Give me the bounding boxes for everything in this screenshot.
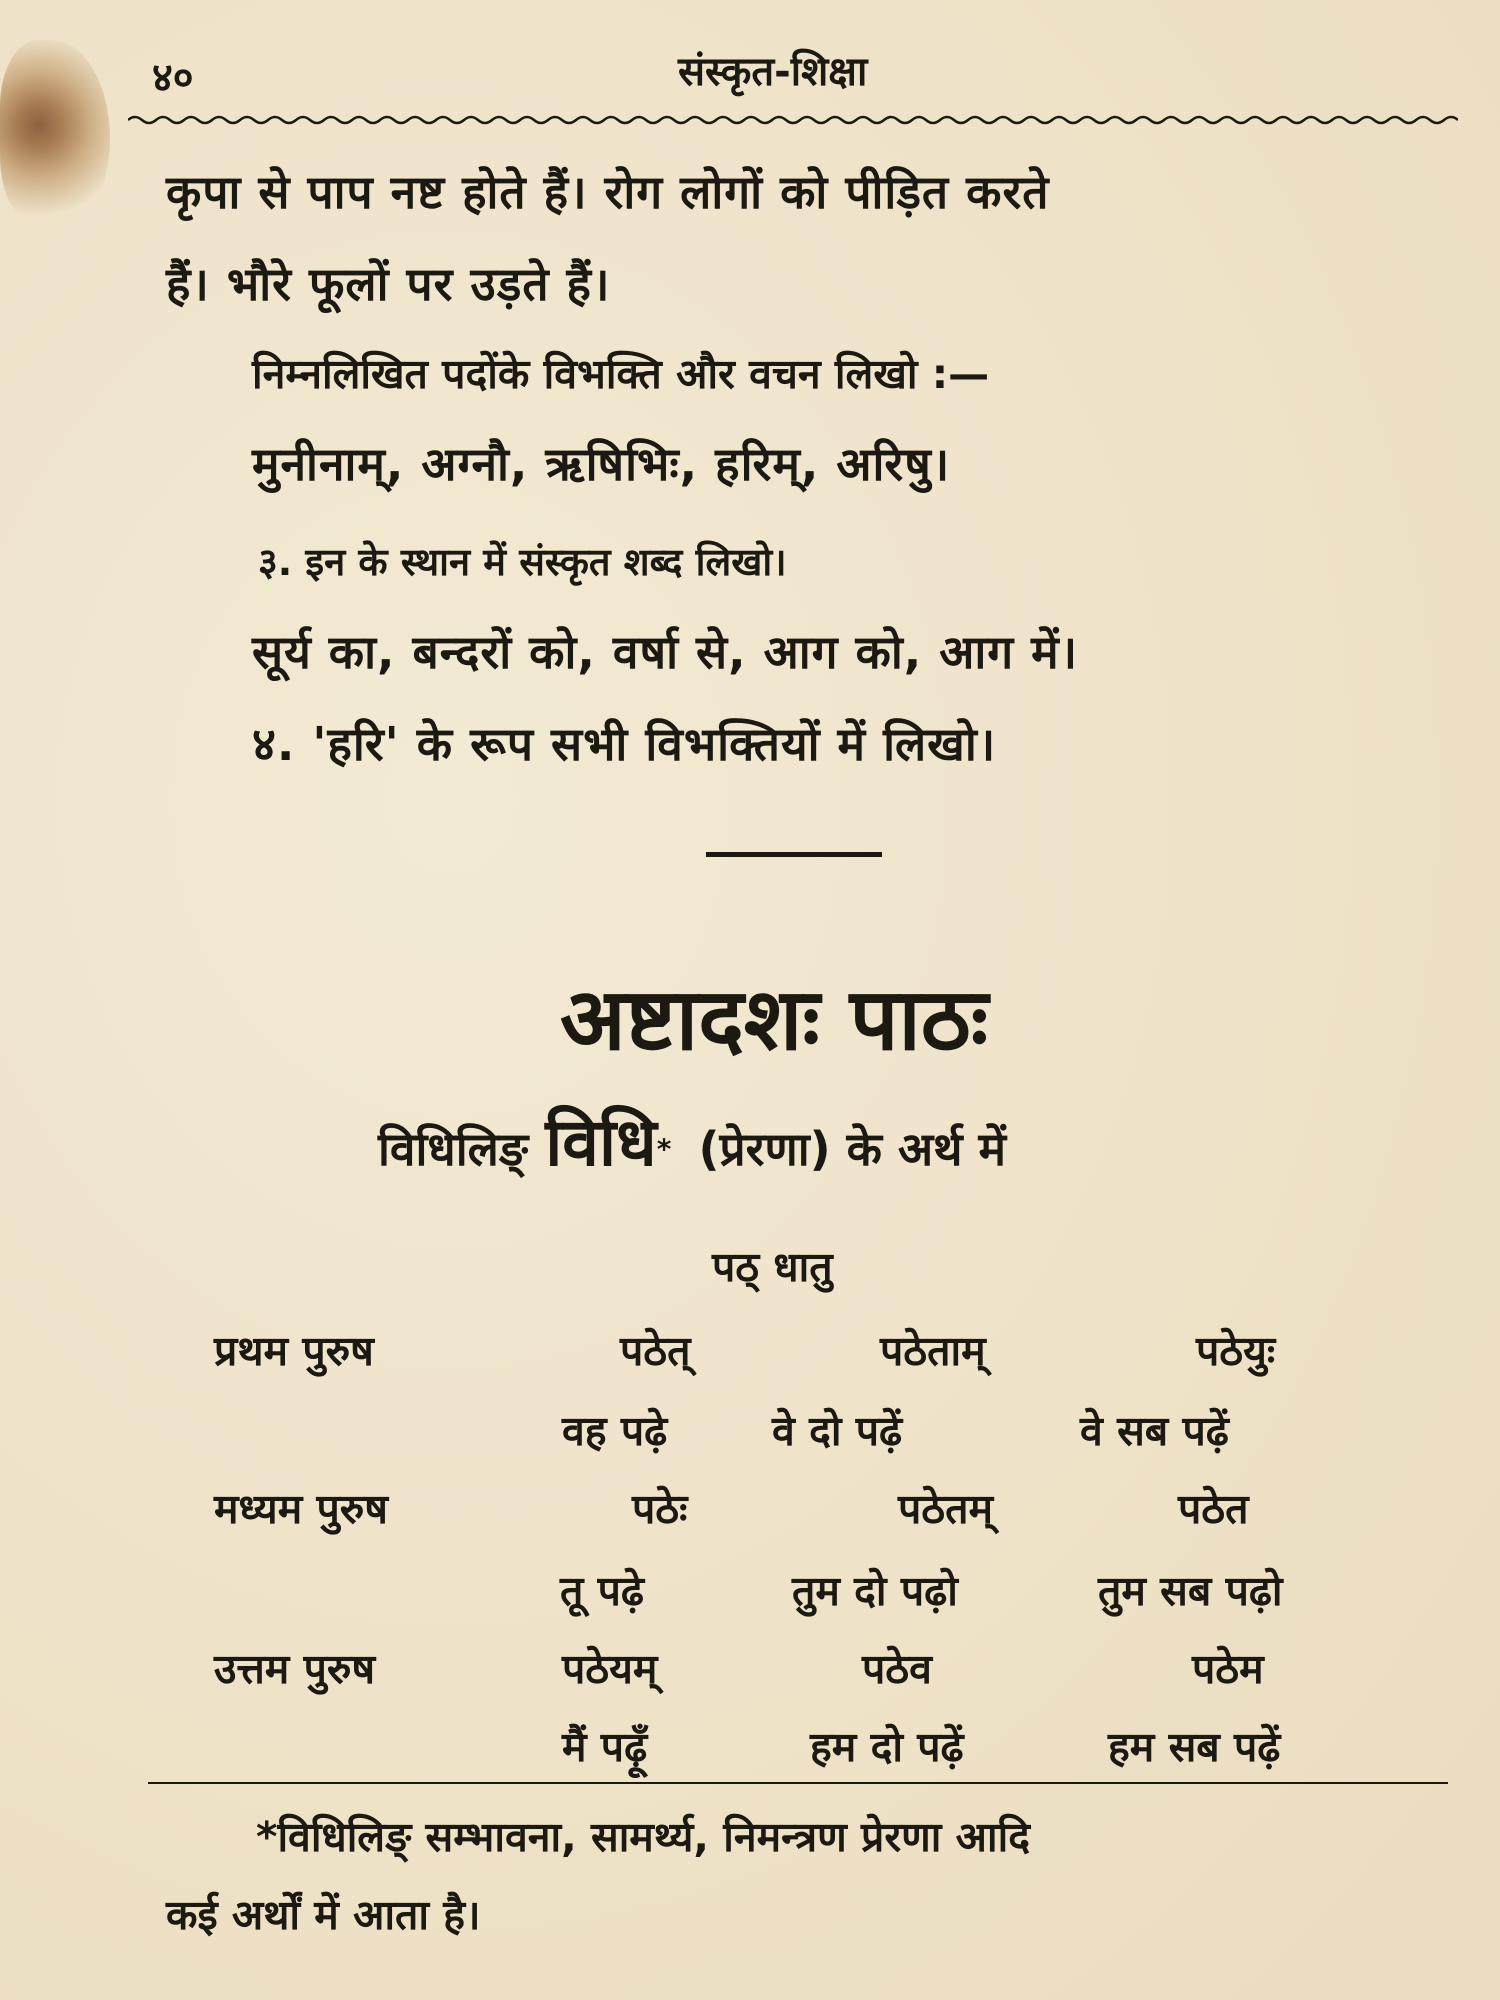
footnote-rule [148, 1782, 1448, 1784]
verb-meaning: मैं पढ़ूँ [562, 1723, 648, 1771]
intro-line-2: हैं। भौरे फूलों पर उड़ते हैं। [166, 257, 611, 311]
subtitle-prefix: विधिलिङ् [378, 1122, 529, 1176]
verb-form: पठेव [862, 1645, 932, 1693]
exercise-3-prompt: ३. इन के स्थान में संस्कृत शब्द लिखो। [258, 540, 787, 584]
verb-meaning: तुम सब पढ़ो [1098, 1567, 1283, 1615]
footnote-line-2: कई अर्थों में आता है। [166, 1891, 481, 1939]
verb-meaning: तू पढ़े [560, 1567, 645, 1615]
verb-meaning: तुम दो पढ़ो [792, 1567, 958, 1615]
lesson-subtitle [378, 1095, 1006, 1185]
exercise-2-prompt: निम्नलिखित पदोंके विभक्ति और वचन लिखो :— [252, 350, 990, 398]
lesson-title: अष्टादशः पाठः [560, 970, 989, 1070]
verb-meaning: हम दो पढ़ें [810, 1723, 964, 1771]
exercise-2-words: मुनीनाम्, अग्नौ, ऋषिभिः, हरिम्, अरिषु। [252, 437, 951, 491]
verb-form: पठेयम् [562, 1645, 658, 1693]
header-wavy-rule [128, 112, 1458, 128]
section-divider [706, 852, 882, 857]
subtitle-suffix: (प्रेरणा) के अर्थ में [698, 1122, 1007, 1176]
person-label: मध्यम पुरुष [214, 1485, 389, 1533]
person-label: प्रथम पुरुष [214, 1327, 374, 1375]
subtitle-big-word: विधि [545, 1104, 657, 1181]
verb-meaning: वे दो पढ़ें [772, 1407, 903, 1455]
footnote-line-1: *विधिलिङ् सम्भावना, सामर्थ्य, निमन्त्रण प्रेरणा आदि [256, 1813, 1030, 1861]
paper-stain [0, 40, 110, 230]
verb-meaning: वह पढ़े [562, 1407, 668, 1455]
verb-form: पठेत [1178, 1485, 1249, 1533]
exercise-3-words: सूर्य का, बन्दरों को, वर्षा से, आग को, आग में। [252, 625, 1079, 679]
verb-form: पठेम [1192, 1645, 1264, 1693]
verb-form: पठेयुः [1196, 1327, 1276, 1375]
verb-meaning: हम सब पढ़ें [1108, 1723, 1281, 1771]
page-number: ४० [152, 55, 194, 101]
exercise-4-prompt: ४. 'हरि' के रूप सभी विभक्तियों में लिखो। [252, 717, 997, 771]
verb-meaning: वे सब पढ़ें [1080, 1407, 1229, 1455]
intro-line-1: कृपा से पाप नष्ट होते हैं। रोग लोगों को पीड़ित करते [166, 165, 1050, 219]
footnote-marker: * [656, 1132, 672, 1166]
person-label: उत्तम पुरुष [214, 1645, 376, 1693]
verb-form: पठेत् [620, 1327, 691, 1375]
verb-form: पठेः [632, 1485, 688, 1533]
running-title: संस्कृत-शिक्षा [678, 49, 868, 95]
verb-form: पठेताम् [880, 1327, 986, 1375]
verb-form: पठेतम् [898, 1485, 993, 1533]
dhatu-label: पठ् धातु [712, 1243, 833, 1291]
